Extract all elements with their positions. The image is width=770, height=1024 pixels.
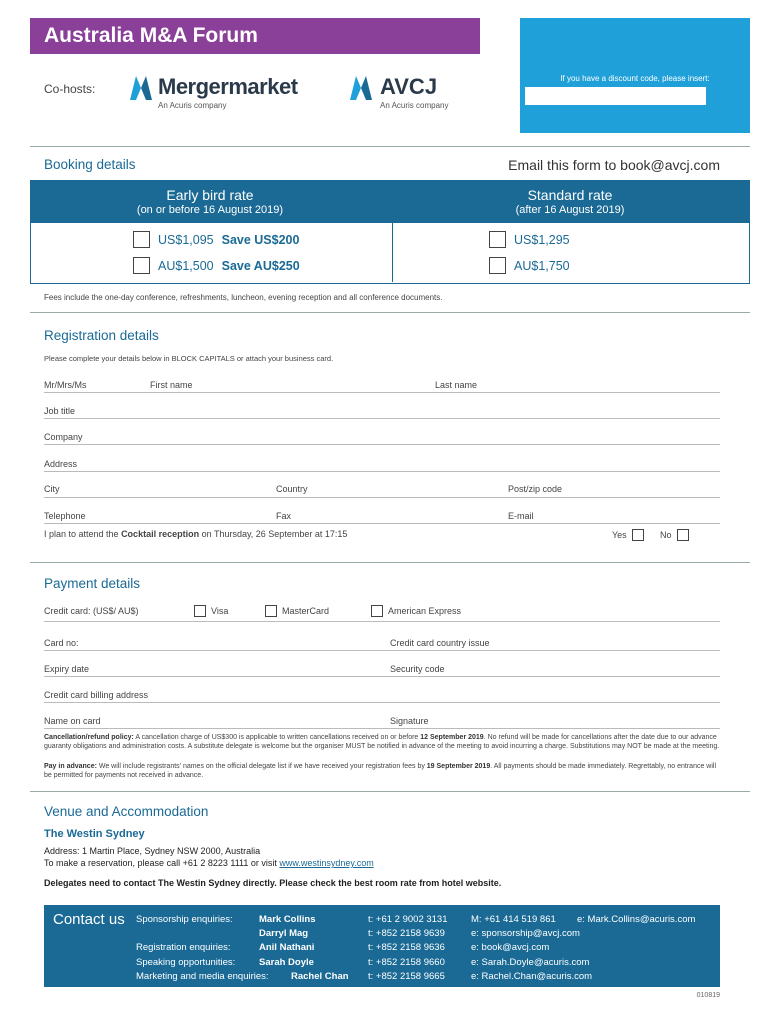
standard-usd-checkbox[interactable] xyxy=(489,231,506,248)
contact-phone: t: +852 2158 9660 xyxy=(368,957,445,968)
standard-aud-price: AU$1,750 xyxy=(514,258,570,273)
credit-card-line xyxy=(44,621,720,622)
early-aud-save: Save AU$250 xyxy=(221,258,300,273)
early-usd-checkbox[interactable] xyxy=(133,231,150,248)
contact-phone: t: +61 2 9002 3131 xyxy=(368,914,448,925)
last-name-label: Last name xyxy=(435,380,478,390)
contact-title: Contact us xyxy=(53,911,125,928)
amex-checkbox[interactable] xyxy=(371,605,383,617)
security-label: Security code xyxy=(390,664,445,674)
early-aud-checkbox[interactable] xyxy=(133,257,150,274)
contact-phone: t: +852 2158 9639 xyxy=(368,928,445,939)
hotel-website-link[interactable]: www.westinsydney.com xyxy=(279,858,374,868)
telephone-line[interactable] xyxy=(44,523,720,524)
cancellation-policy: Cancellation/refund policy: A cancellation charge of US$300 is applicable to written cancellations received on or before 12 September 2019. No refund will be made for cancellations after the date due to our advance guaranty obligations and administration costs. A substitute delegate is welcome but the organiser MUST be notified in advance of the meeting to avoid incurring a charge. Substitutions may NOT be made at the meeting. xyxy=(44,734,720,750)
mergermarket-logo-sub: An Acuris company xyxy=(158,101,227,110)
registration-title: Registration details xyxy=(44,328,159,343)
yes-checkbox[interactable] xyxy=(632,529,644,541)
contact-mobile: M: +61 414 519 861 xyxy=(471,914,556,925)
hotel-address: Address: 1 Martin Place, Sydney NSW 2000, Australia xyxy=(44,846,261,856)
contact-role: Sponsorship enquiries: xyxy=(136,914,233,925)
contact-box xyxy=(44,905,720,987)
expiry-label: Expiry date xyxy=(44,664,90,674)
rate-table-header xyxy=(30,180,750,222)
form-code: 010819 xyxy=(696,992,720,999)
cohosts-label: Co-hosts: xyxy=(44,82,96,96)
venue-title: Venue and Accommodation xyxy=(44,804,209,819)
divider xyxy=(30,312,750,313)
city-label: City xyxy=(44,484,60,494)
job-title-line[interactable] xyxy=(44,418,720,419)
discount-code-box xyxy=(520,18,750,133)
company-label: Company xyxy=(44,432,83,442)
standard-aud-option[interactable] xyxy=(489,257,570,274)
pay-in-advance: Pay in advance: We will include registrants' names on the official delegate list if we have received your registration fees by 19 September 2019. All payments should be made immediately. Regrettably, no entrance will be permitted for payments not received in advance. xyxy=(44,763,717,779)
mastercard-option[interactable] xyxy=(265,605,329,617)
early-aud-option[interactable] xyxy=(133,257,300,274)
standard-rate-sub: (after 16 August 2019) xyxy=(515,204,625,216)
billing-label: Credit card billing address xyxy=(44,690,149,700)
card-no-label: Card no: xyxy=(44,638,79,648)
rate-divider xyxy=(392,223,393,282)
cocktail-question: I plan to attend the Cocktail reception on Thursday, 26 September at 17:15 xyxy=(44,529,348,539)
avcj-logo-sub: An Acuris company xyxy=(380,101,449,110)
cocktail-yes-option[interactable] xyxy=(612,529,644,541)
country-label: Country xyxy=(276,484,308,494)
early-rate-sub: (on or before 16 August 2019) xyxy=(136,204,284,216)
avcj-logo-text: AVCJ xyxy=(380,74,438,99)
name-on-card-label: Name on card xyxy=(44,716,101,726)
early-usd-option[interactable] xyxy=(133,231,299,248)
contact-email[interactable]: e: Sarah.Doyle@acuris.com xyxy=(471,957,590,968)
contact-name: Sarah Doyle xyxy=(259,957,314,968)
booking-title: Booking details xyxy=(44,157,136,172)
visa-option[interactable] xyxy=(194,605,228,617)
mergermarket-logo-text: Mergermarket xyxy=(158,74,298,99)
divider xyxy=(30,791,750,792)
yes-label: Yes xyxy=(612,530,627,540)
standard-usd-option[interactable] xyxy=(489,231,570,248)
amex-label: American Express xyxy=(388,606,462,616)
signature-label: Signature xyxy=(390,716,429,726)
mastercard-label: MasterCard xyxy=(282,606,330,616)
contact-name: Anil Nathani xyxy=(259,942,315,953)
visa-label: Visa xyxy=(211,606,229,616)
contact-role: Speaking opportunities: xyxy=(136,957,236,968)
registration-instructions: Please complete your details below in BLOCK CAPITALS or attach your business card. xyxy=(44,354,334,363)
early-usd-save: Save US$200 xyxy=(221,232,300,247)
postcode-label: Post/zip code xyxy=(508,484,563,494)
divider xyxy=(30,562,750,563)
no-label: No xyxy=(660,530,672,540)
card-country-label: Credit card country issue xyxy=(390,638,490,648)
form-title-bar xyxy=(30,18,480,54)
contact-phone: t: +852 2158 9636 xyxy=(368,942,445,953)
cocktail-no-option[interactable] xyxy=(660,529,689,541)
early-rate-title: Early bird rate xyxy=(166,187,254,203)
amex-option[interactable] xyxy=(371,605,461,617)
name-on-card-line[interactable] xyxy=(44,728,720,729)
payment-title: Payment details xyxy=(44,576,141,591)
title-field-label: Mr/Mrs/Ms xyxy=(44,380,87,390)
name-field-line[interactable] xyxy=(44,392,720,393)
standard-rate-title: Standard rate xyxy=(527,187,613,203)
hotel-reservation: To make a reservation, please call +61 2 8223 1111 or visit www.westinsydney.com xyxy=(44,858,374,868)
contact-role: Marketing and media enquiries: xyxy=(136,971,269,982)
hotel-name: The Westin Sydney xyxy=(44,828,145,840)
contact-email[interactable]: e: book@avcj.com xyxy=(471,942,550,953)
contact-email[interactable]: e: Mark.Collins@acuris.com xyxy=(577,914,696,925)
telephone-label: Telephone xyxy=(44,511,86,521)
card-no-line[interactable] xyxy=(44,650,720,651)
no-checkbox[interactable] xyxy=(677,529,689,541)
fees-note: Fees include the one-day conference, refreshments, luncheon, evening reception and all conference documents. xyxy=(44,293,443,302)
visa-checkbox[interactable] xyxy=(194,605,206,617)
first-name-label: First name xyxy=(150,380,193,390)
credit-card-label: Credit card: (US$/ AU$) xyxy=(44,606,139,616)
city-line[interactable] xyxy=(44,497,720,498)
expiry-line[interactable] xyxy=(44,676,720,677)
divider xyxy=(30,146,750,147)
mergermarket-logo-icon xyxy=(128,74,154,102)
contact-name: Darryl Mag xyxy=(259,928,309,939)
email-label: E-mail xyxy=(508,511,534,521)
email-note: Email this form to book@avcj.com xyxy=(508,157,720,173)
contact-role: Registration enquiries: xyxy=(136,942,231,953)
discount-code-input[interactable] xyxy=(525,87,706,105)
avcj-logo-icon xyxy=(348,74,374,102)
contact-name: Rachel Chan xyxy=(291,971,349,982)
contact-phone: t: +852 2158 9665 xyxy=(368,971,445,982)
company-line[interactable] xyxy=(44,444,720,445)
form-title: Australia M&A Forum xyxy=(44,24,258,47)
address-line[interactable] xyxy=(44,471,720,472)
discount-code-label: If you have a discount code, please insert: xyxy=(560,74,710,83)
fax-label: Fax xyxy=(276,511,292,521)
contact-email[interactable]: e: sponsorship@avcj.com xyxy=(471,928,580,939)
hotel-note: Delegates need to contact The Westin Sydney directly. Please check the best room rate from hotel website. xyxy=(44,878,502,888)
job-title-label: Job title xyxy=(44,406,76,416)
early-usd-price: US$1,095 xyxy=(158,232,214,247)
rate-table-body xyxy=(30,222,750,284)
mastercard-checkbox[interactable] xyxy=(265,605,277,617)
address-label: Address xyxy=(44,459,78,469)
contact-name: Mark Collins xyxy=(259,914,316,925)
standard-aud-checkbox[interactable] xyxy=(489,257,506,274)
early-aud-price: AU$1,500 xyxy=(158,258,214,273)
contact-email[interactable]: e: Rachel.Chan@acuris.com xyxy=(471,971,593,982)
billing-line[interactable] xyxy=(44,702,720,703)
standard-usd-price: US$1,295 xyxy=(514,232,570,247)
